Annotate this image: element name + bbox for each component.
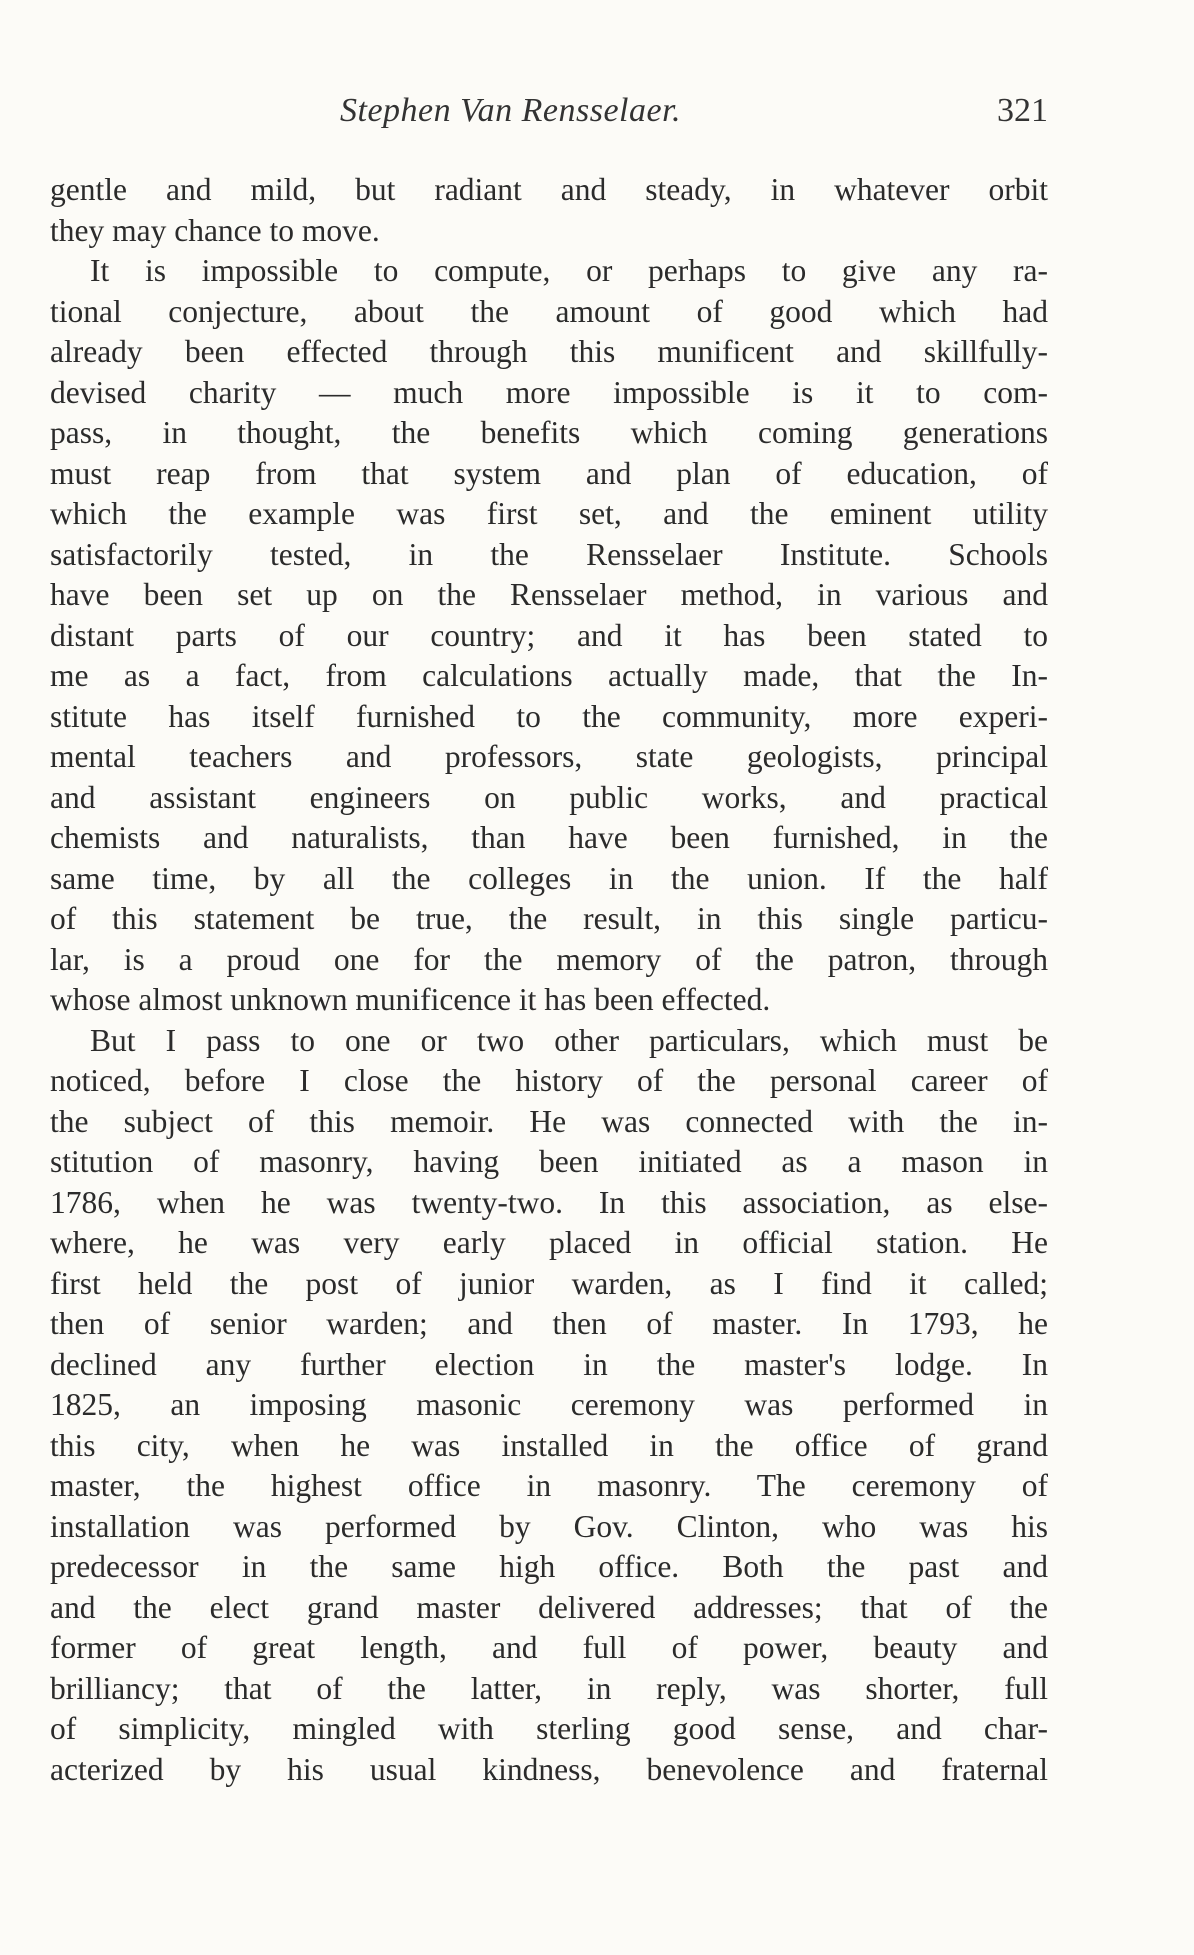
text-line: and assistant engineers on public works, and practical	[50, 779, 1048, 815]
text-line: stitution of masonry, having been initiated as a mason in	[50, 1144, 1048, 1179]
text-line: lar, is a proud one for the memory of the patron, through	[50, 941, 1048, 977]
text-line: mental teachers and professors, state geologists, principal	[50, 739, 1048, 774]
body-text	[50, 170, 1048, 1790]
text-line: devised charity — much more impossible is it to com-	[50, 374, 1048, 410]
text-line: then of senior warden; and then of master. In 1793, he	[50, 1306, 1048, 1341]
text-line: same time, by all the colleges in the union. If the half	[50, 860, 1048, 896]
text-line: 1825, an imposing masonic ceremony was performed in	[50, 1387, 1048, 1422]
running-head	[52, 92, 1048, 142]
text-line: former of great length, and full of power, beauty and	[50, 1630, 1048, 1665]
text-line: and the elect grand master delivered addresses; that of the	[50, 1589, 1048, 1625]
text-line: master, the highest office in masonry. The ceremony of	[50, 1468, 1048, 1503]
text-line: the subject of this memoir. He was connected with the in-	[50, 1103, 1048, 1139]
text-line: pass, in thought, the benefits which coming generations	[50, 415, 1048, 450]
text-line: where, he was very early placed in official station. He	[50, 1225, 1048, 1260]
text-line: whose almost unknown munificence it has been effected.	[50, 982, 771, 1017]
text-line: stitute has itself furnished to the community, more experi-	[50, 698, 1048, 734]
text-line: must reap from that system and plan of education, of	[50, 455, 1048, 491]
text-line: of this statement be true, the result, in this single particu-	[50, 901, 1048, 936]
text-line: declined any further election in the master's lodge. In	[50, 1346, 1048, 1382]
text-line: But I pass to one or two other particulars, which must be	[90, 1022, 1048, 1058]
running-title: Stephen Van Rensselaer.	[340, 92, 682, 129]
text-line: brilliancy; that of the latter, in reply, was shorter, full	[50, 1670, 1048, 1706]
text-line: 1786, when he was twenty-two. In this association, as else-	[50, 1184, 1048, 1220]
text-line: of simplicity, mingled with sterling good sense, and char-	[50, 1711, 1048, 1746]
text-line: installation was performed by Gov. Clinton, who was his	[50, 1508, 1048, 1544]
text-line: satisfactorily tested, in the Rensselaer Institute. Schools	[50, 536, 1048, 572]
text-line: they may chance to move.	[50, 212, 380, 248]
page-number: 321	[997, 92, 1048, 129]
text-line: have been set up on the Rensselaer method, in various and	[50, 577, 1048, 612]
text-line: distant parts of our country; and it has been stated to	[50, 617, 1048, 653]
text-line: me as a fact, from calculations actually made, that the In-	[50, 658, 1048, 693]
text-line: this city, when he was installed in the office of grand	[50, 1427, 1048, 1463]
text-line: gentle and mild, but radiant and steady, in whatever orbit	[50, 172, 1048, 207]
text-line: predecessor in the same high office. Both the past and	[50, 1549, 1048, 1584]
text-line: chemists and naturalists, than have been furnished, in the	[50, 820, 1048, 855]
text-line: already been effected through this munificent and skillfully-	[50, 334, 1048, 369]
text-line: first held the post of junior warden, as I find it called;	[50, 1265, 1048, 1301]
text-line: acterized by his usual kindness, benevolence and fraternal	[50, 1751, 1048, 1787]
text-line: tional conjecture, about the amount of good which had	[50, 293, 1048, 329]
text-line: It is impossible to compute, or perhaps to give any ra-	[90, 253, 1048, 288]
text-line: which the example was first set, and the eminent utility	[50, 496, 1048, 531]
text-line: noticed, before I close the history of the personal career of	[50, 1063, 1048, 1098]
